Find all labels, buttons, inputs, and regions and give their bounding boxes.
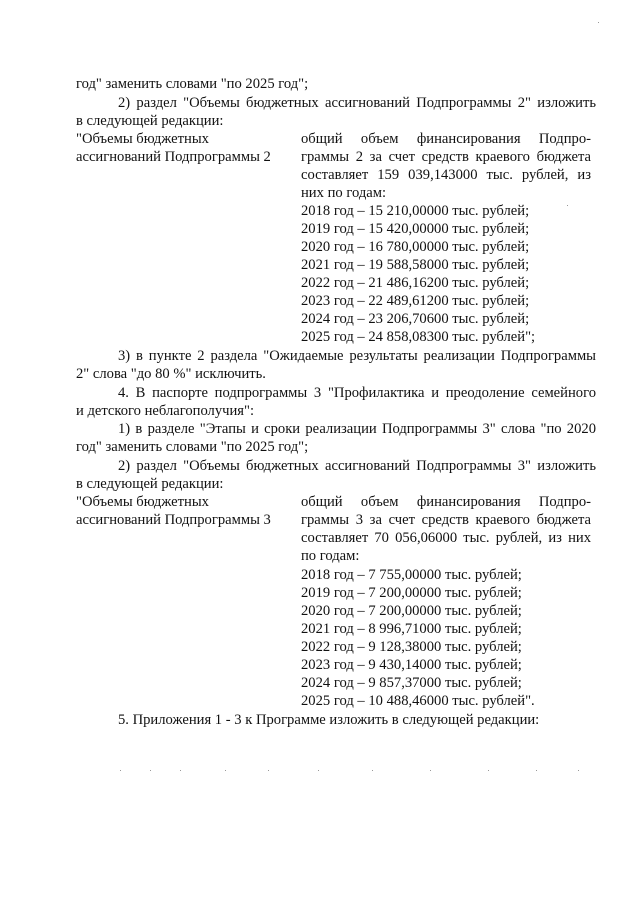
table-right-cell: составляет 70 056,06000 тыс. рублей, из них: [301, 530, 591, 546]
scan-speck: [268, 770, 269, 771]
scan-speck: [578, 770, 579, 771]
scan-speck: [318, 770, 319, 771]
table-right-cell: общий объем финансирования Подпро-: [301, 131, 591, 147]
year-amount-line: 2023 год – 22 489,61200 тыс. рублей;: [301, 293, 530, 309]
paragraph-line: 1) в разделе "Этапы и сроки реализации Подпрограммы 3" слова "по 2020: [118, 421, 596, 437]
paragraph-line: 3) в пункте 2 раздела "Ожидаемые результаты реализации Подпрограммы: [118, 348, 596, 364]
year-amount-line: 2022 год – 21 486,16200 тыс. рублей;: [301, 275, 530, 291]
paragraph-line: год" заменить словами "по 2025 год";: [76, 76, 309, 92]
table-right-cell: общий объем финансирования Подпро-: [301, 494, 591, 510]
year-amount-line: 2020 год – 16 780,00000 тыс. рублей;: [301, 239, 530, 255]
paragraph-line: 4. В паспорте подпрограммы 3 "Профилактика и преодоление семейного: [118, 385, 596, 401]
year-amount-line: 2019 год – 7 200,00000 тыс. рублей;: [301, 585, 522, 601]
table-left-cell: "Объемы бюджетных: [76, 494, 209, 510]
paragraph-line: 2) раздел "Объемы бюджетных ассигнований Подпрограммы 2" изложить: [118, 95, 596, 111]
scan-speck: [150, 770, 151, 771]
scan-speck: [225, 770, 226, 771]
table-right-cell: них по годам:: [301, 185, 387, 201]
scan-speck: [488, 770, 489, 771]
year-amount-line: 2022 год – 9 128,38000 тыс. рублей;: [301, 639, 522, 655]
paragraph-line: год" заменить словами "по 2025 год";: [76, 439, 309, 455]
scan-speck: [372, 770, 373, 771]
year-amount-line: 2023 год – 9 430,14000 тыс. рублей;: [301, 657, 522, 673]
year-amount-line: 2024 год – 9 857,37000 тыс. рублей;: [301, 675, 522, 691]
year-amount-line: 2018 год – 15 210,00000 тыс. рублей;: [301, 203, 530, 219]
table-right-cell: по годам:: [301, 548, 360, 564]
scan-speck: [180, 770, 181, 771]
paragraph-line: 2" слова "до 80 %" исключить.: [76, 366, 266, 382]
year-amount-line: 2019 год – 15 420,00000 тыс. рублей;: [301, 221, 530, 237]
year-amount-line: 2025 год – 24 858,08300 тыс. рублей";: [301, 329, 536, 345]
table-right-cell: составляет 159 039,143000 тыс. рублей, из: [301, 167, 591, 183]
year-amount-line: 2024 год – 23 206,70600 тыс. рублей;: [301, 311, 530, 327]
paragraph-line: 5. Приложения 1 - 3 к Программе изложить в следующей редакции:: [118, 712, 540, 728]
scan-speck: [430, 770, 431, 771]
table-right-cell: граммы 3 за счет средств краевого бюджета: [301, 512, 591, 528]
paragraph-line: в следующей редакции:: [76, 113, 224, 129]
year-amount-line: 2021 год – 19 588,58000 тыс. рублей;: [301, 257, 530, 273]
paragraph-line: в следующей редакции:: [76, 476, 224, 492]
table-left-cell: "Объемы бюджетных: [76, 131, 209, 147]
table-left-cell: ассигнований Подпрограммы 2: [76, 149, 271, 165]
paragraph-line: 2) раздел "Объемы бюджетных ассигнований Подпрограммы 3" изложить: [118, 458, 596, 474]
scan-speck: [598, 22, 599, 23]
table-left-cell: ассигнований Подпрограммы 3: [76, 512, 271, 528]
scan-speck: [536, 770, 537, 771]
year-amount-line: 2020 год – 7 200,00000 тыс. рублей;: [301, 603, 522, 619]
year-amount-line: 2021 год – 8 996,71000 тыс. рублей;: [301, 621, 522, 637]
paragraph-line: и детского неблагополучия":: [76, 403, 255, 419]
scan-speck: [567, 205, 568, 206]
year-amount-line: 2018 год – 7 755,00000 тыс. рублей;: [301, 567, 522, 583]
table-right-cell: граммы 2 за счет средств краевого бюджета: [301, 149, 591, 165]
year-amount-line: 2025 год – 10 488,46000 тыс. рублей".: [301, 693, 535, 709]
scan-speck: [120, 770, 121, 771]
